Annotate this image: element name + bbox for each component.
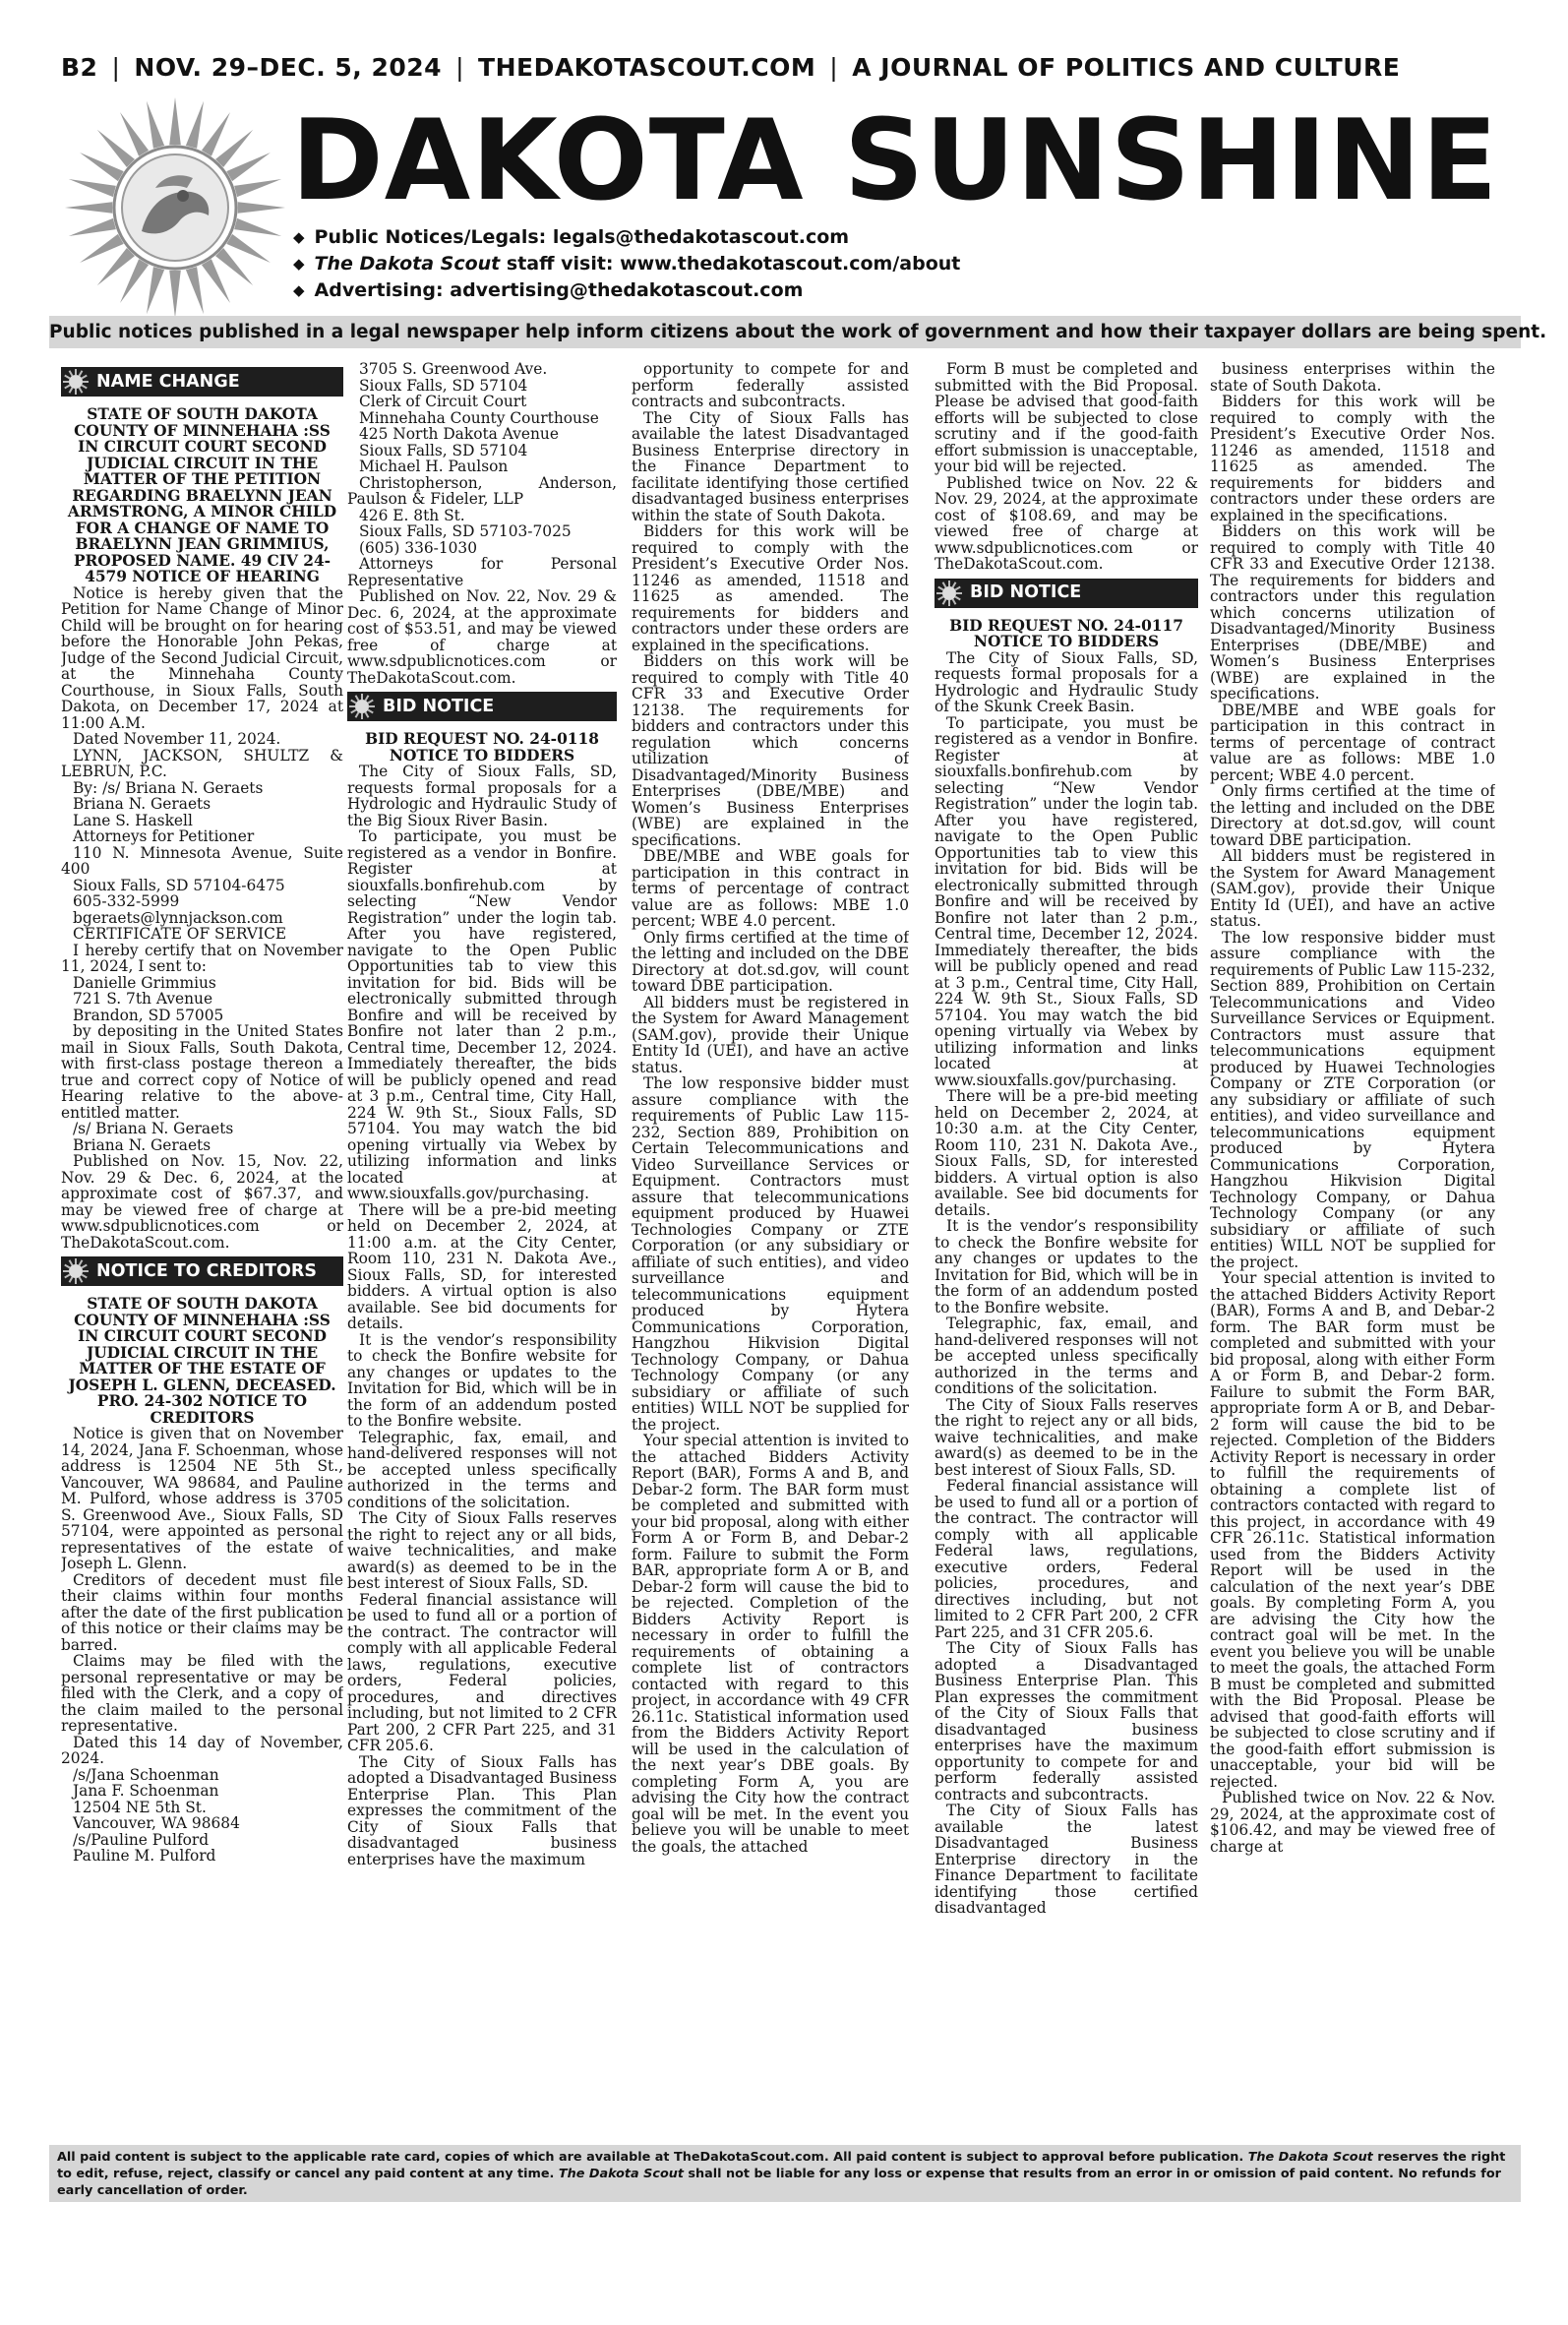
notice-paragraph: There will be a pre-bid meeting held on December 2, 2024, at 11:00 a.m. at the City Center, Room 110, 231 N. Dakota Ave., Sioux Falls, SD, for interested bidders. A virtual option is also available. See bid documents for details.: [347, 1200, 617, 1332]
notice-paragraph: business enterprises within the state of South Dakota.: [1210, 361, 1495, 395]
notice-paragraph: Briana N. Geraets: [73, 1135, 211, 1154]
sun-ray: [65, 202, 112, 214]
notice-paragraph: Telegraphic, fax, email, and hand-delivered responses will not be accepted unless specifically authorized in the terms and conditions of the solicitation.: [935, 1315, 1198, 1397]
notice-paragraph: Briana N. Geraets: [73, 795, 211, 813]
public-notice-banner: Public notices published in a legal newspaper help inform citizens about the work of government and how their taxpayer dollars are being spent.: [49, 316, 1521, 348]
sun-ray: [238, 202, 285, 214]
sun-ray: [186, 267, 204, 314]
notice-paragraph: The City of Sioux Falls reserves the right to reject any or all bids, waive technicalities, and make award(s) as deemed to be in the best interest of Sioux Falls, SD.: [347, 1509, 617, 1592]
notice-paragraph: By: /s/ Briana N. Geraets: [73, 778, 264, 797]
sun-ray: [147, 267, 164, 314]
notice-heading: STATE OF SOUTH DAKOTA COUNTY OF MINNEHAHA :SS IN CIRCUIT COURT SECOND JUDICIAL CIRCUIT IN THE MATTER OF THE ESTATE OF JOSEPH L. GLENN, DECEASED. PRO. 24-302 NOTICE TO CREDITORS: [68, 1295, 336, 1427]
notice-paragraph: Telegraphic, fax, email, and hand-delivered responses will not be accepted unless specifically authorized in the terms and conditions of the solicitation.: [347, 1428, 617, 1511]
sun-ray: [234, 179, 281, 197]
page-number: B2: [61, 52, 98, 82]
sun-ray: [120, 259, 149, 303]
notice-paragraph: Michael H. Paulson: [359, 458, 509, 475]
masthead-title: DAKOTA SUNSHINE: [291, 95, 1499, 225]
separator: |: [111, 52, 121, 82]
contact-item: [293, 224, 1277, 251]
notice-paragraph: DBE/MBE and WBE goals for participation in this contract in terms of percentage of contract value are as follows: MBE 1.0 percent; WBE 4.0 percent.: [632, 847, 909, 930]
notice-paragraph: 605-332-5999: [73, 892, 180, 910]
footer-text: reserves the right to edit, refuse, reject, classify or cancel any paid content at any time.: [57, 2150, 1506, 2181]
publication-name: The Dakota Scout: [558, 2167, 684, 2181]
notice-paragraph: opportunity to compete for and perform federally assisted contracts and subcontracts.: [632, 361, 909, 410]
notice-paragraph: 721 S. 7th Avenue: [73, 990, 213, 1008]
section-label: [935, 579, 1198, 608]
notice-paragraph: 425 North Dakota Avenue: [359, 425, 559, 443]
notice-paragraph: The low responsive bidder must assure compliance with the requirements of Public Law 115-232, Section 889, Prohibition on Certain Telecommunications and Video Surveillance Services or Equipment. Contractors must assure that telecommunications equipment produced by Huawei Technologies Company or ZTE Corporation (or any subsidiary or affiliate of such entities), and video surveillance and telecommunications equipment produced by Hytera Communications Corporation, Hangzhou Hikvision Digital Technology Company, or Dahua Technology Company (or any subsidiary or affiliate of such entities) WILL NOT be supplied for the project.: [1210, 928, 1495, 1271]
footer-text: All paid content is subject to the applicable rate card, copies of which are available at TheDakotaScout.com. All paid content is subject to approval before publication.: [57, 2150, 1248, 2165]
footer-text: shall not be liable for any loss or expense that results from an error in or omission of paid content. No refunds for early cancellation of order.: [57, 2167, 1501, 2198]
sun-ray: [186, 101, 204, 149]
notice-paragraph: Minnehaha County Courthouse: [359, 408, 599, 427]
notice-paragraph: It is the vendor’s responsibility to check the Bonfire website for any changes or updates to the Invitation for Bid, which will be in the form of an addendum posted to the Bonfire website.: [935, 1217, 1198, 1316]
notice-paragraph: Lane S. Haskell: [73, 811, 193, 829]
notice-paragraph: 426 E. 8th St.: [359, 506, 465, 524]
sun-logo-icon: [61, 93, 289, 322]
column-4: [935, 361, 1198, 2140]
contact-list: [293, 224, 1277, 304]
section-label: [61, 1256, 343, 1286]
sun-ray: [226, 234, 271, 263]
notice-paragraph: Bidders for this work will be required to comply with the President’s Executive Order Nos. 11246 as amended, 11518 and 11625 as amended. The requirements for bidders and contractors under these orders are explained in the specifications.: [632, 522, 909, 654]
diamond-bullet-icon: ◆: [293, 281, 305, 299]
notice-paragraph: Your special attention is invited to the attached Bidders Activity Report (BAR), Forms A and B, and Debar-2 form. The BAR form must be completed and submitted with your bid proposal, along with either Form A or Form B, and Debar-2 form. Failure to submit the Form BAR, appropriate form A or B, and Debar-2 form will cause the bid to be rejected. Completion of the Bidders Activity Report is necessary in order to fulfill the requirements of obtaining a complete list of contractors contacted with regard to this project, in accordance with 49 CFR 26.11c. Statistical information used from the Bidders Activity Report will be used in the calculation of the next year’s DBE goals. By completing Form A, you are advising the City how the contract goal will be met. In the event you believe you will be unable to meet the goals, the attached Form B must be completed and submitted with the Bid Proposal. Please be advised that good-faith efforts will be subjected to close scrutiny and if the good-faith effort submission is unacceptable, your bid will be rejected.: [1210, 1269, 1495, 1791]
sun-ray: [169, 97, 181, 145]
notice-paragraph: Only firms certified at the time of the letting and included on the DBE Directory at dot.sd.gov, will count toward DBE participation.: [632, 928, 909, 995]
sun-ray: [69, 179, 116, 197]
notice-paragraph: Published twice on Nov. 22 & Nov. 29, 2024, at the approximate cost of $106.42, and may be viewed free of charge at: [1210, 1789, 1495, 1856]
notice-paragraph: Sioux Falls, SD 57104: [359, 376, 528, 395]
sun-ray: [97, 248, 135, 285]
diamond-bullet-icon: ◆: [293, 228, 305, 246]
notice-paragraph: Published on Nov. 22, Nov. 29 & Dec. 6, 2024, at the approximate cost of $53.51, and may be viewed free of charge at www.sdpublicnotices.com or TheDakotaScout.com.: [347, 587, 617, 687]
notice-paragraph: All bidders must be registered in the System for Award Management (SAM.gov), provide their Unique Entity Id (UEI), and have an active status.: [632, 993, 909, 1076]
notice-paragraph: Christopherson, Anderson, Paulson & Fideler, LLP: [347, 473, 617, 508]
contact-text: staff visit: www.thedakotascout.com/about: [500, 253, 961, 275]
section-label-text: BID NOTICE: [383, 696, 495, 716]
notice-paragraph: The City of Sioux Falls has available the latest Disadvantaged Business Enterprise directory in the Finance Department to facilitate identifying those certified disadvantaged business enterprises within the state of South Dakota.: [632, 408, 909, 524]
notice-paragraph: The City of Sioux Falls has adopted a Disadvantaged Business Enterprise Plan. This Plan expresses the commitment of the City of Sioux Falls that disadvantaged business enterprises have the maximum opportunity to compete for and perform federally assisted contracts and subcontracts.: [935, 1639, 1198, 1804]
notice-paragraph: Federal financial assistance will be used to fund all or a portion of the contract. The contractor will comply with all applicable Federal laws, regulations, executive orders, Federal policies, procedures, and directives including, but not limited to 2 CFR Part 200, 2 CFR Part 225, and 31 CFR 205.6.: [935, 1477, 1198, 1641]
notice-paragraph: Bidders on this work will be required to comply with Title 40 CFR 33 and Executive Order 12138. The requirements for bidders and contractors under this regulation which concerns utilization of Disadvantaged/Minority Business Enterprises (DBE/MBE) and Women’s Business Enterprises (WBE) are explained in the specifications.: [632, 652, 909, 849]
publication-name: The Dakota Scout: [1247, 2150, 1373, 2165]
notice-paragraph: Only firms certified at the time of the letting and included on the DBE Directory at dot.sd.gov, will count toward DBE participation.: [1210, 782, 1495, 849]
notice-paragraph: LYNN, JACKSON, SHULTZ & LEBRUN, P.C.: [61, 746, 343, 780]
sun-ray: [215, 248, 253, 285]
notice-paragraph: The low responsive bidder must assure compliance with the requirements of Public Law 115-232, Section 889, Prohibition on Certain Telecommunications and Video Surveillance Services or Equipment. Contractors must assure that telecommunications equipment produced by Huawei Technologies Company or ZTE Corporation (or any subsidiary or affiliate of such entities), and video surveillance and telecommunications equipment produced by Hytera Communications Corporation, Hangzhou Hikvision Digital Technology Company, or Dahua Technology Company (or any subsidiary or affiliate of such entities) WILL NOT be supplied for the project.: [632, 1074, 909, 1434]
notice-paragraph: The City of Sioux Falls reserves the right to reject any or all bids, waive technicalities, and make award(s) as deemed to be in the best interest of Sioux Falls, SD.: [935, 1395, 1198, 1479]
separator: |: [455, 52, 465, 82]
notice-heading: STATE OF SOUTH DAKOTA COUNTY OF MINNEHAHA :SS IN CIRCUIT COURT SECOND JUDICIAL CIRCUIT IN THE MATTER OF THE PETITION REGARDING BRAELYNN JEAN ARMSTRONG, A MINOR CHILD FOR A CHANGE OF NAME TO BRAELYNN JEAN GRIMMIUS, PROPOSED NAME. 49 CIV 24-4579 NOTICE OF HEARING: [67, 405, 337, 585]
sun-badge-icon: [61, 367, 90, 397]
sun-ray: [69, 218, 116, 236]
notice-paragraph: Published twice on Nov. 22 & Nov. 29, 2024, at the approximate cost of $108.69, and may be viewed free of charge at www.sdpublicnotices.com or TheDakotaScout.com.: [935, 473, 1198, 573]
sun-ray: [215, 130, 253, 167]
notice-paragraph: Attorneys for Personal Representative: [347, 555, 617, 589]
section-label-text: NOTICE TO CREDITORS: [96, 1260, 317, 1281]
notice-paragraph: Sioux Falls, SD 57104: [359, 441, 528, 459]
notice-paragraph: Vancouver, WA 98684: [73, 1814, 240, 1832]
notice-paragraph: /s/ Briana N. Geraets: [73, 1120, 234, 1137]
notice-paragraph: 110 N. Minnesota Avenue, Suite 400: [61, 843, 343, 878]
sun-badge-icon: [347, 692, 377, 721]
sun-ray: [80, 234, 124, 263]
notice-paragraph: /s/Jana Schoenman: [73, 1765, 219, 1784]
tagline: A JOURNAL OF POLITICS AND CULTURE: [852, 52, 1401, 82]
notice-paragraph: The City of Sioux Falls has available the latest Disadvantaged Business Enterprise directory in the Finance Department to facilitate identifying those certified disadvantaged: [935, 1802, 1198, 1917]
notice-paragraph: To participate, you must be registered as a vendor in Bonfire. Register at siouxfalls.bonfirehub.com by selecting “New Vendor Registration” under the login tab. After you have registered, navigate to the Open Public Opportunities tab to view this invitation for bid. Bids will be electronically submitted through Bonfire and will be received by Bonfire not later than 2 p.m., Central time, December 12, 2024. Immediately thereafter, the bids will be publicly opened and read at 3 p.m., Central time, City Hall, 224 W. 9th St., Sioux Falls, SD 57104. You may watch the bid opening virtually via Webex by utilizing information and links located at www.siouxfalls.gov/purchasing.: [347, 827, 617, 1202]
notice-paragraph: CERTIFICATE OF SERVICE: [73, 925, 287, 943]
notice-paragraph: Clerk of Circuit Court: [359, 393, 527, 410]
issue-date: NOV. 29–DEC. 5, 2024: [134, 52, 443, 82]
contact-text: Public Notices/Legals: legals@thedakotascout.com: [314, 226, 850, 248]
notice-paragraph: Claims may be filed with the personal representative or may be filed with the Clerk, and a copy of the claim mailed to the personal representative.: [61, 1652, 343, 1735]
section-label: [347, 692, 617, 721]
contact-item: [293, 251, 1277, 277]
notice-paragraph: Published on Nov. 15, Nov. 22, Nov. 29 & Dec. 6, 2024, at the approximate cost of $67.37, and may be viewed free of charge at www.sdpublicnotices.com or TheDakotaScout.com.: [61, 1152, 343, 1252]
notice-paragraph: Bidders on this work will be required to comply with Title 40 CFR 33 and Executive Order 12138. The requirements for bidders and contractors under this regulation which concerns utilization of Disadvantaged/Minority Business Enterprises (DBE/MBE) and Women’s Business Enterprises (WBE) are explained in the specifications.: [1210, 522, 1495, 703]
sun-ray: [169, 271, 181, 318]
separator: |: [829, 52, 839, 82]
notice-paragraph: The City of Sioux Falls, SD, requests formal proposals for a Hydrologic and Hydraulic Study of the Big Sioux River Basin.: [347, 763, 617, 829]
notice-paragraph: Attorneys for Petitioner: [73, 827, 255, 845]
column-5: [1210, 361, 1495, 2140]
notice-paragraph: Federal financial assistance will be used to fund all or a portion of the contract. The contractor will comply with all applicable Federal laws, regulations, executive orders, Federal policies, procedures, and directives including, but not limited to 2 CFR Part 200, 2 CFR Part 225, and 31 CFR 205.6.: [347, 1590, 617, 1754]
notice-paragraph: 3705 S. Greenwood Ave.: [359, 361, 548, 378]
notice-paragraph: Dated this 14 day of November, 2024.: [61, 1733, 343, 1767]
notice-paragraph: Jana F. Schoenman: [73, 1782, 219, 1800]
section-label: [61, 367, 343, 397]
notice-heading: BID REQUEST NO. 24-0117 NOTICE TO BIDDERS: [949, 616, 1183, 650]
notice-paragraph: Your special attention is invited to the attached Bidders Activity Report (BAR), Forms A and B, and Debar-2 form. The BAR form must be completed and submitted with your bid proposal, along with either Form A or Form B, and Debar-2 form. Failure to submit the Form BAR, appropriate form A or B, and Debar-2 form will cause the bid to be rejected. Completion of the Bidders Activity Report is necessary in order to fulfill the requirements of obtaining a complete list of contractors contacted with regard to this project, in accordance with 49 CFR 26.11c. Statistical information used from the Bidders Activity Report will be used in the calculation of the next year’s DBE goals. By completing Form A, you are advising the City how the contract goal will be met. In the event you believe you will be unable to meet the goals, the attached: [632, 1432, 909, 1856]
sun-ray: [80, 153, 124, 181]
section-label-text: NAME CHANGE: [96, 371, 240, 392]
notice-paragraph: (605) 336-1030: [359, 538, 478, 557]
notice-paragraph: 12504 NE 5th St.: [73, 1798, 207, 1816]
sun-ray: [120, 112, 149, 156]
notice-paragraph: The City of Sioux Falls has adopted a Disadvantaged Business Enterprise Plan. This Plan expresses the commitment of the City of Sioux Falls that disadvantaged business enterprises have the maximum: [347, 1752, 617, 1868]
notice-paragraph: Notice is given that on November 14, 2024, Jana F. Schoenman, whose address is 12504 NE 5th St., Vancouver, WA 98684, and Pauline M. Pulford, whose address is 3705 S. Greenwood Ave., Sioux Falls, SD 57104, were appointed as personal representatives of the estate of Joseph L. Glenn.: [61, 1425, 343, 1572]
notice-paragraph: Brandon, SD 57005: [73, 1006, 224, 1024]
contact-item: [293, 277, 1277, 304]
notice-paragraph: Notice is hereby given that the Petition for Name Change of Minor Child will be brought on for hearing before the Honorable John Pekas, Judge of the Second Judicial Circuit, at the Minnehaha County Courthouse, in Sioux Falls, South Dakota, on December 17, 2024 at 11:00 A.M.: [61, 583, 343, 732]
contact-text: Advertising: advertising@thedakotascout.com: [314, 279, 804, 301]
notice-paragraph: Pauline M. Pulford: [73, 1847, 216, 1865]
notice-paragraph: Creditors of decedent must file their claims within four months after the date of the first publication of this notice or their claims may be barred.: [61, 1570, 343, 1654]
notice-paragraph: Sioux Falls, SD 57103-7025: [359, 522, 572, 540]
notice-paragraph: /s/Pauline Pulford: [73, 1830, 210, 1849]
sun-badge-icon: [61, 1256, 90, 1286]
notice-paragraph: Form B must be completed and submitted with the Bid Proposal. Please be advised that good-faith efforts will be subjected to close scrutiny and if the good-faith effort submission is unacceptable, your bid will be rejected.: [935, 361, 1198, 475]
column-1: [61, 361, 343, 2140]
column-3: [632, 361, 909, 2140]
column-2: [347, 361, 617, 2140]
header-topline: [61, 47, 1507, 87]
notice-paragraph: DBE/MBE and WBE goals for participation in this contract in terms of percentage of contract value are as follows: MBE 1.0 percent; WBE 4.0 percent.: [1210, 701, 1495, 784]
sun-ray: [147, 101, 164, 149]
sun-ray: [234, 218, 281, 236]
notice-paragraph: bgeraets@lynnjackson.com: [73, 908, 283, 927]
sun-badge-icon: [935, 579, 964, 608]
footer-disclaimer: [49, 2145, 1521, 2202]
notice-paragraph: It is the vendor’s responsibility to check the Bonfire website for any changes or updates to the Invitation for Bid, which will be in the form of an addendum posted to the Bonfire website.: [347, 1330, 617, 1430]
notice-paragraph: Dated November 11, 2024.: [73, 730, 281, 748]
sun-ray: [226, 153, 271, 181]
section-label-text: BID NOTICE: [970, 582, 1082, 603]
notice-paragraph: by depositing in the United States mail in Sioux Falls, South Dakota, with first-class postage thereon a true and correct copy of Notice of Hearing relative to the above-entitled matter.: [61, 1022, 343, 1122]
site-name[interactable]: THEDAKOTASCOUT.COM: [478, 52, 816, 82]
notice-paragraph: There will be a pre-bid meeting held on December 2, 2024, at 10:30 a.m. at the City Center, Room 110, 231 N. Dakota Ave., Sioux Falls, SD, for interested bidders. A virtual option is also available. See bid documents for details.: [935, 1087, 1198, 1219]
notice-paragraph: The City of Sioux Falls, SD, requests formal proposals for a Hydrologic and Hydraulic Study of the Skunk Creek Basin.: [935, 648, 1198, 715]
notice-paragraph: Danielle Grimmius: [73, 973, 216, 992]
notice-heading: BID REQUEST NO. 24-0118 NOTICE TO BIDDERS: [365, 730, 599, 765]
diamond-bullet-icon: ◆: [293, 255, 305, 273]
sun-ray: [97, 130, 135, 167]
notice-paragraph: I hereby certify that on November 11, 2024, I sent to:: [61, 941, 343, 975]
notice-paragraph: Sioux Falls, SD 57104-6475: [73, 876, 285, 894]
notice-paragraph: To participate, you must be registered as a vendor in Bonfire. Register at siouxfalls.bonfirehub.com by selecting “New Vendor Registration” under the login tab. After you have registered, navigate to the Open Public Opportunities tab to view this invitation for bid. Bids will be electronically submitted through Bonfire and will be received by Bonfire not later than 2 p.m., Central time, December 12, 2024. Immediately thereafter, the bids will be publicly opened and read at 3 p.m., Central time, City Hall, 224 W. 9th St., Sioux Falls, SD 57104. You may watch the bid opening virtually via Webex by utilizing information and links located at www.siouxfalls.gov/purchasing.: [935, 713, 1198, 1089]
notice-paragraph: All bidders must be registered in the System for Award Management (SAM.gov), provide their Unique Entity Id (UEI), and have an active status.: [1210, 847, 1495, 930]
sun-ray: [202, 112, 230, 156]
publication-name: The Dakota Scout: [314, 253, 501, 275]
sun-ray: [202, 259, 230, 303]
notice-paragraph: Bidders for this work will be required to comply with the President’s Executive Order Nos. 11246 as amended, 11518 and 11625 as amended. The requirements for bidders and contractors under these orders are explained in the specifications.: [1210, 393, 1495, 524]
